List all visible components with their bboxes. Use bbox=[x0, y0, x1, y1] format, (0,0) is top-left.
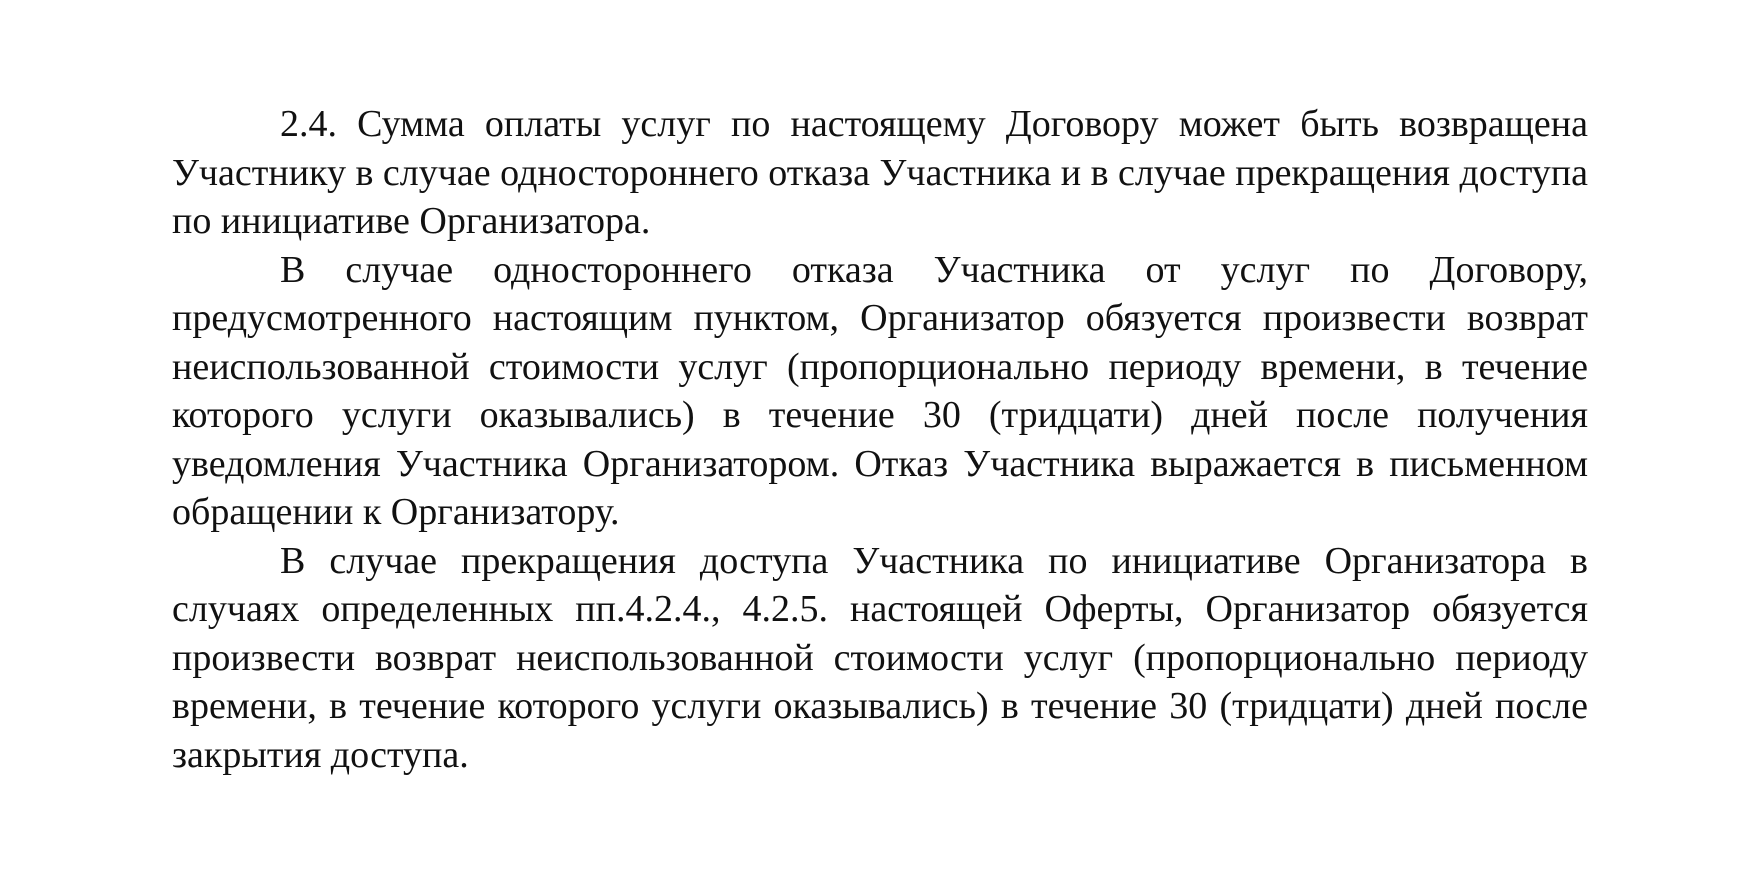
paragraph-unilateral-refusal: В случае одностороннего отказа Участника от услуг по Договору, предусмотренного настоящим пунктом, Организатор обязуется произвести возврат неиспользованной стоимости услуг (пропорционально периоду времени, в течение которого услуги оказывались) в течение 30 (тридцати) дней после получения уведомления Участника Организатором. Отказ Участника выражается в письменном обращении к Организатору. bbox=[172, 248, 1588, 533]
paragraph-2-4: 2.4. Сумма оплаты услуг по настоящему Договору может быть возвращена Участнику в случае одностороннего отказа Участника и в случае прекращения доступа по инициативе Организатора. bbox=[172, 103, 1588, 242]
previous-line-fragment bbox=[172, 64, 1588, 100]
clipped-previous-line bbox=[0, 0, 1760, 100]
paragraph-access-termination: В случае прекращения доступа Участника по инициативе Организатора в случаях определенных пп.4.2.4., 4.2.5. настоящей Оферты, Организатор обязуется произвести возврат неиспользованной стоимости услуг (пропорционально периоду времени, в течение которого услуги оказывались) в течение 30 (тридцати) дней после закрытия доступа. bbox=[172, 539, 1588, 776]
document-body bbox=[172, 100, 1588, 779]
